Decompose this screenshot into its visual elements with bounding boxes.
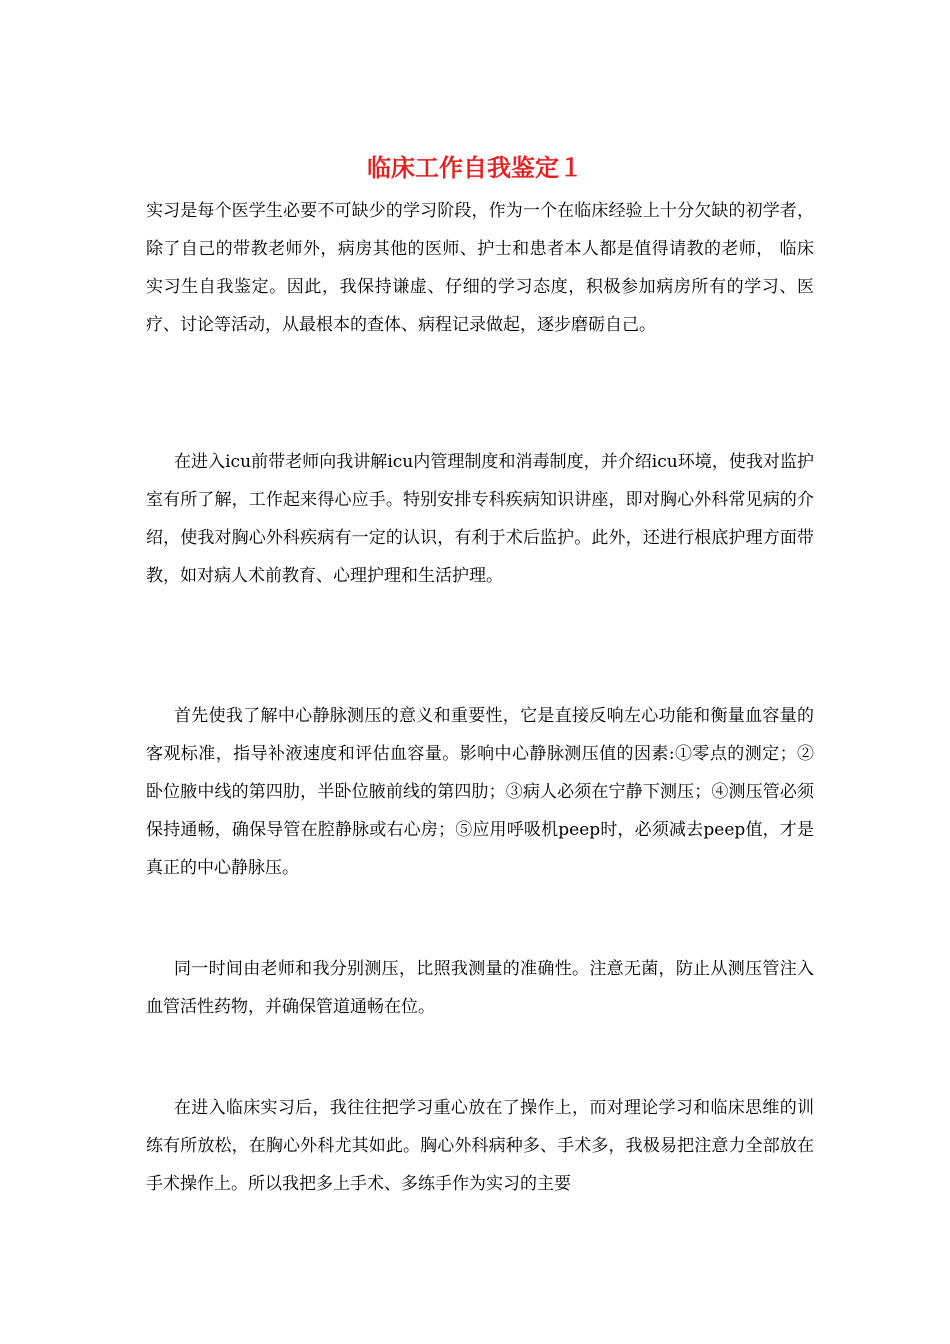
paragraph-5: 在进入临床实习后，我往往把学习重心放在了操作上，而对理论学习和临床思维的训练有所放松，在胸心外科尤其如此。胸心外科病种多、手术多，我极易把注意力全部放在手术操作上。所以我把多上手术、多练手作为实习的主要	[146, 1098, 814, 1194]
page-title: 临床工作自我鉴定１	[367, 153, 583, 182]
paragraph-4: 同一时间由老师和我分别测压，比照我测量的准确性。注意无菌，防止从测压管注入血管活性药物，并确保管道通畅在位。	[146, 959, 814, 1017]
paragraph-1: 实习是每个医学生必要不可缺少的学习阶段，作为一个在临床经验上十分欠缺的初学者，除了自己的带教老师外，病房其他的医师、护士和患者本人都是值得请教的老师， 临床实习生自我鉴定。因此，我保持谦虚、仔细的学习态度，积极参加病房所有的学习、医疗、讨论等活动，从最根本的查体、病程记录做起，逐步磨砺自己。	[146, 201, 814, 335]
paragraph-3: 首先使我了解中心静脉测压的意义和重要性，它是直接反响左心功能和衡量血容量的客观标准，指导补液速度和评估血容量。影响中心静脉测压值的因素:①零点的测定；②卧位腋中线的第四肋，半卧位腋前线的第四肋；③病人必须在宁静下测压；④测压管必须保持通畅，确保导管在腔静脉或右心房；⑤应用呼吸机peep时，必须减去peep值，才是真正的中心静脉压。	[146, 706, 814, 878]
paragraph-2: 在进入icu前带老师向我讲解icu内管理制度和消毒制度，并介绍icu环境，使我对监护室有所了解，工作起来得心应手。特别安排专科疾病知识讲座，即对胸心外科常见病的介绍，使我对胸心外科疾病有一定的认识，有利于术后监护。此外，还进行根底护理方面带教，如对病人术前教育、心理护理和生活护理。	[146, 452, 814, 586]
